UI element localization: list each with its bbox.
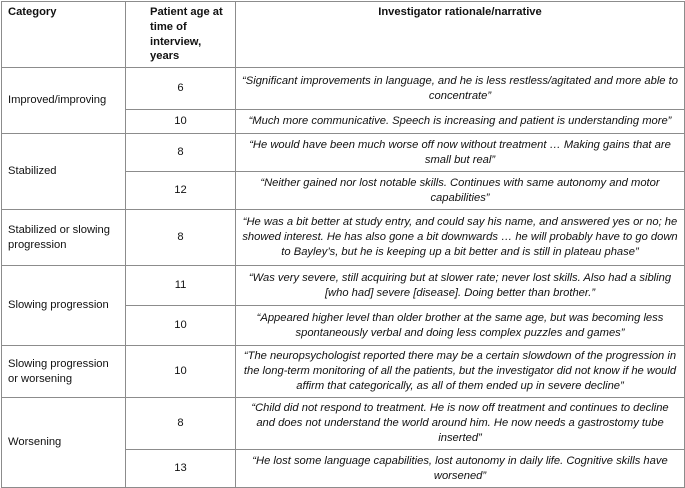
age-cell: 8 <box>126 398 236 450</box>
table-row <box>2 210 685 266</box>
rationale-cell: “Much more communicative. Speech is increasing and patient is understanding more” <box>236 110 685 134</box>
age-cell: 6 <box>126 68 236 110</box>
rationale-cell: “He would have been much worse off now without treatment … Making gains that are small but real” <box>236 134 685 172</box>
rationale-cell: “The neuropsychologist reported there may be a certain slowdown of the progression in the long-term monitoring of all the patients, but the investigator did not know if he would affirm that categorically, as all of them ended up in severe decline” <box>236 346 685 398</box>
rationale-cell: “He lost some language capabilities, lost autonomy in daily life. Cognitive skills have worsened” <box>236 450 685 488</box>
age-cell: 8 <box>126 210 236 266</box>
rationale-cell: “Was very severe, still acquiring but at slower rate; never lost skills. Also had a sibling [who had] severe [disease]. Doing better than brother.” <box>236 266 685 306</box>
table-row <box>2 346 685 398</box>
rationale-cell: “Neither gained nor lost notable skills. Continues with same autonomy and motor capabilities” <box>236 172 685 210</box>
rationale-cell: “He was a bit better at study entry, and could say his name, and answered yes or no; he showed interest. He has also gone a bit downwards … he will probably have to go down to Bayley’s, but he is keeping up a bit better and is still in plateau phase” <box>236 210 685 266</box>
rationale-cell: “Child did not respond to treatment. He is now off treatment and continues to decline and does not understand the world around him. He now needs a gastrostomy tube inserted” <box>236 398 685 450</box>
category-header: Category <box>2 2 126 68</box>
rationale-cell: “Appeared higher level than older brother at the same age, but was becoming less spontaneously verbal and doing less complex puzzles and games” <box>236 306 685 346</box>
age-cell: 10 <box>126 306 236 346</box>
category-cell: Stabilized <box>2 134 126 210</box>
age-cell: 13 <box>126 450 236 488</box>
table-row <box>2 134 685 172</box>
category-cell: Slowing progression or worsening <box>2 346 126 398</box>
header-row <box>2 2 685 68</box>
category-cell: Improved/improving <box>2 68 126 134</box>
table-row <box>2 68 685 110</box>
table-row <box>2 398 685 450</box>
category-cell: Stabilized or slowing progression <box>2 210 126 266</box>
category-cell: Slowing progression <box>2 266 126 346</box>
rationale-header: Investigator rationale/narrative <box>236 2 685 68</box>
investigator-narrative-table <box>1 1 685 488</box>
age-cell: 10 <box>126 110 236 134</box>
age-cell: 12 <box>126 172 236 210</box>
age-header: Patient age at time of interview, years <box>126 2 236 68</box>
rationale-cell: “Significant improvements in language, and he is less restless/agitated and more able to concentrate” <box>236 68 685 110</box>
table-row <box>2 266 685 306</box>
age-cell: 10 <box>126 346 236 398</box>
age-cell: 8 <box>126 134 236 172</box>
category-cell: Worsening <box>2 398 126 488</box>
age-cell: 11 <box>126 266 236 306</box>
